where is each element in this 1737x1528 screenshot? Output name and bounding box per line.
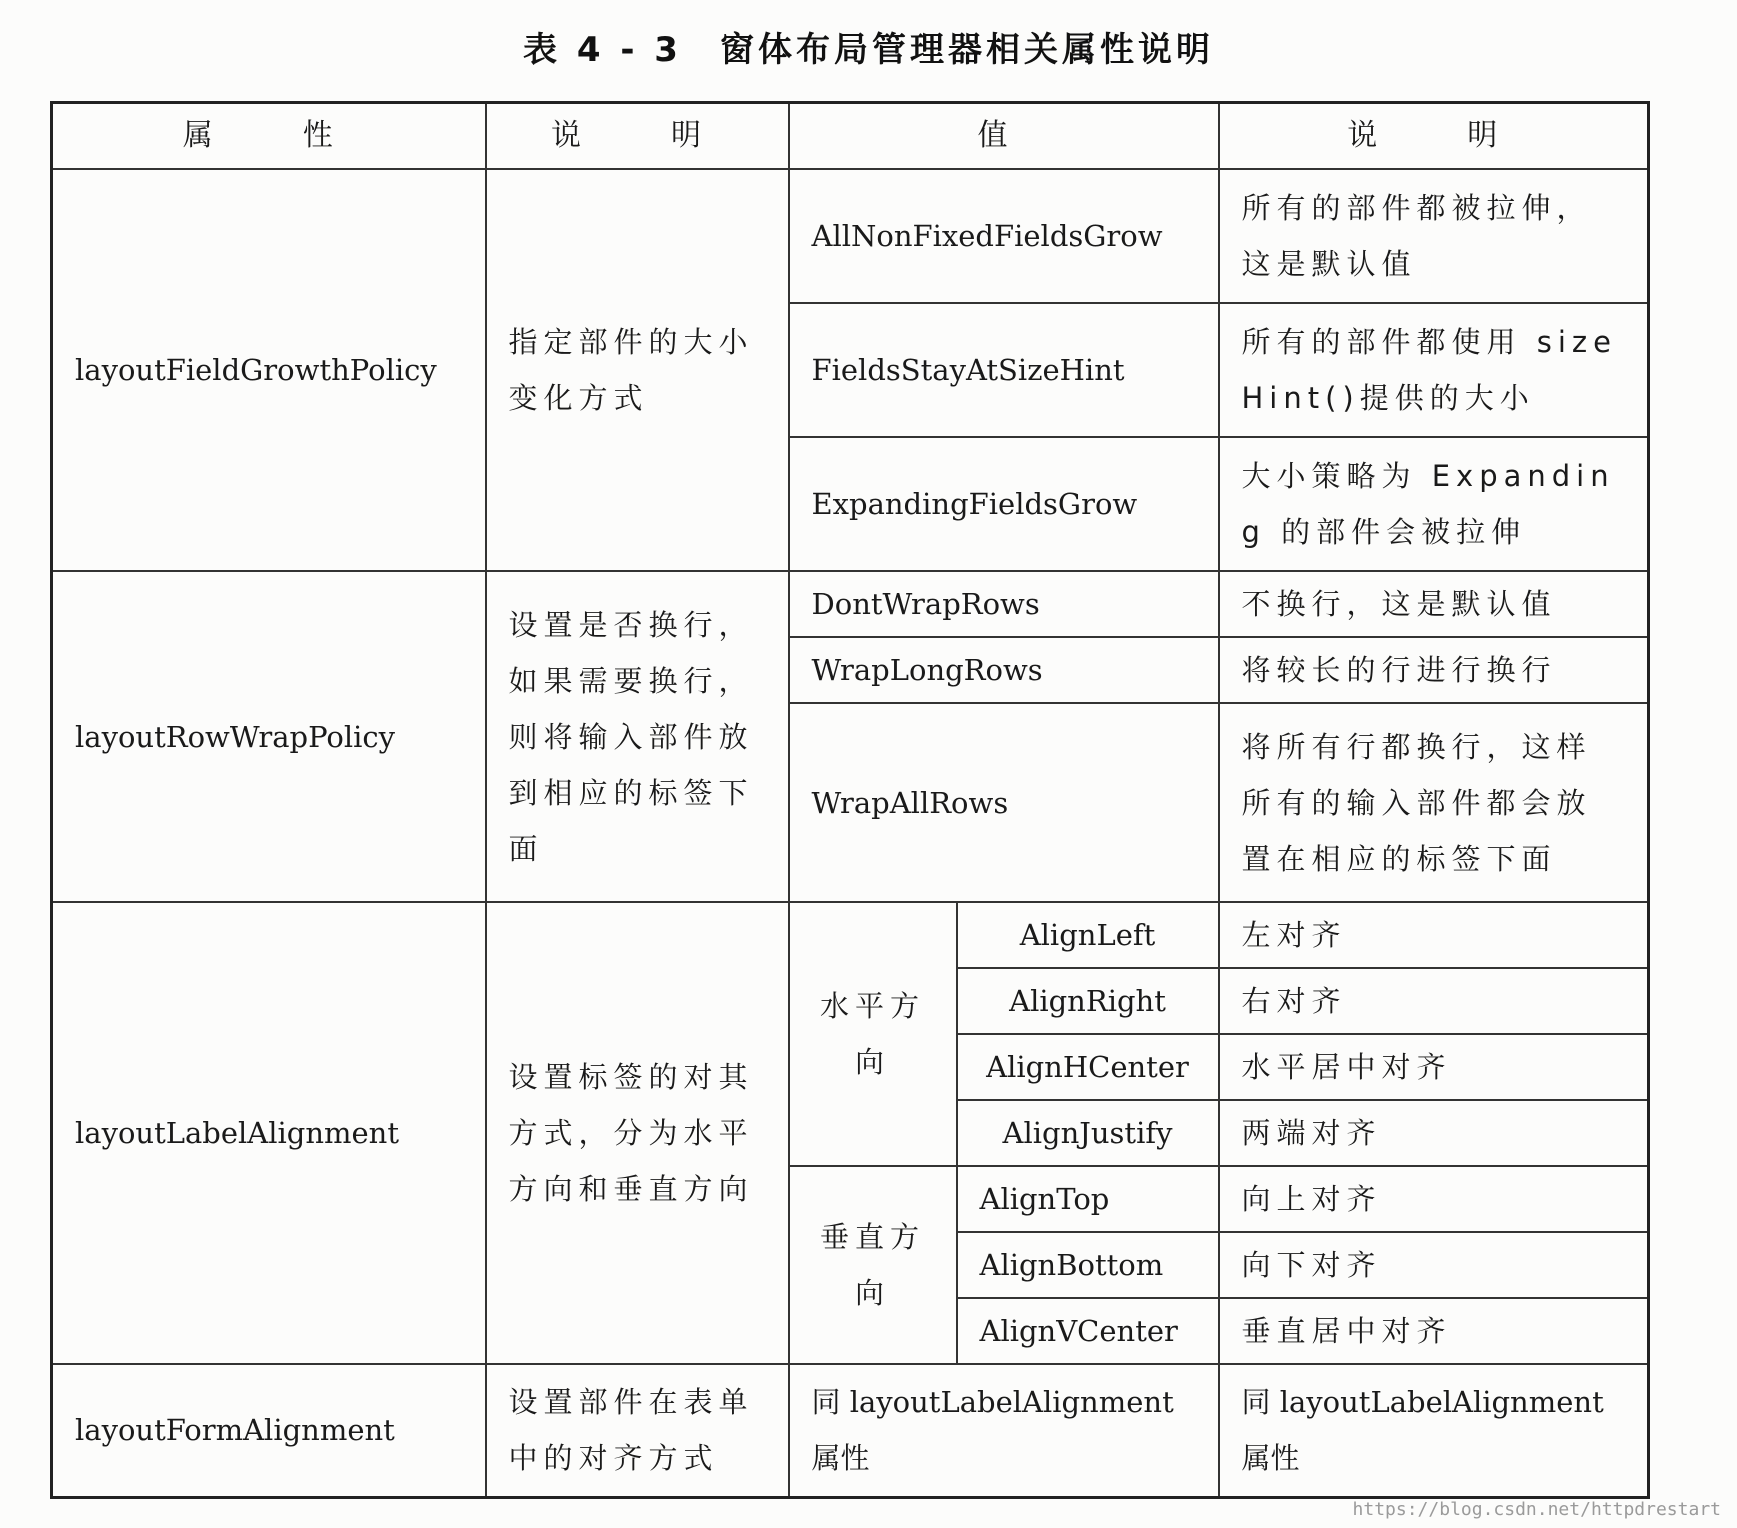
header-row (52, 103, 1649, 170)
value-cell: AlignHCenter (957, 1034, 1219, 1100)
property-name-cell: layoutFormAlignment (52, 1364, 486, 1497)
value-cell: AlignJustify (957, 1100, 1219, 1166)
value-note-cell: 向上对齐 (1219, 1166, 1649, 1232)
property-description-cell: 设置标签的对其方式，分为水平方向和垂直方向 (486, 902, 789, 1364)
value-note-cell: 右对齐 (1219, 968, 1649, 1034)
value-note-cell: 水平居中对齐 (1219, 1034, 1649, 1100)
value-cell: FieldsStayAtSizeHint (789, 303, 1219, 437)
value-note-cell: 同 layoutLabelAlignment 属性 (1219, 1364, 1649, 1497)
header-value: 值 (789, 103, 1219, 170)
value-note-cell: 向下对齐 (1219, 1232, 1649, 1298)
value-cell: AlignLeft (957, 902, 1219, 968)
value-cell: DontWrapRows (789, 571, 1219, 637)
value-note-cell: 垂直居中对齐 (1219, 1298, 1649, 1364)
value-note-cell: 所有的部件都使用 sizeHint()提供的大小 (1219, 303, 1649, 437)
value-cell: AlignVCenter (957, 1298, 1219, 1364)
value-note-cell: 将较长的行进行换行 (1219, 637, 1649, 703)
table-row (52, 169, 1649, 303)
property-table (50, 101, 1650, 1499)
value-cell: WrapAllRows (789, 703, 1219, 902)
property-description-cell: 设置部件在表单中的对齐方式 (486, 1364, 789, 1497)
value-cell: ExpandingFieldsGrow (789, 437, 1219, 571)
value-note-cell: 大小策略为 Expanding 的部件会被拉伸 (1219, 437, 1649, 571)
value-note-cell: 将所有行都换行，这样所有的输入部件都会放置在相应的标签下面 (1219, 703, 1649, 902)
value-cell: AlignBottom (957, 1232, 1219, 1298)
value-cell: 同 layoutLabelAlignment 属性 (789, 1364, 1219, 1497)
property-name-cell: layoutLabelAlignment (52, 902, 486, 1364)
header-description: 说 明 (486, 103, 789, 170)
property-description-cell: 指定部件的大小变化方式 (486, 169, 789, 571)
value-note-cell: 所有的部件都被拉伸，这是默认值 (1219, 169, 1649, 303)
horizontal-direction-cell: 水平方向 (789, 902, 957, 1166)
table-row (52, 1364, 1649, 1497)
value-cell: AllNonFixedFieldsGrow (789, 169, 1219, 303)
value-note-cell: 不换行，这是默认值 (1219, 571, 1649, 637)
value-note-cell: 两端对齐 (1219, 1100, 1649, 1166)
vertical-direction-cell: 垂直方向 (789, 1166, 957, 1364)
property-description-cell: 设置是否换行，如果需要换行，则将输入部件放到相应的标签下面 (486, 571, 789, 902)
table-row (52, 902, 1649, 968)
property-name-cell: layoutRowWrapPolicy (52, 571, 486, 902)
value-cell: AlignRight (957, 968, 1219, 1034)
table-caption: 表 4 - 3 窗体布局管理器相关属性说明 (523, 30, 1214, 70)
source-watermark: https://blog.csdn.net/httpdrestart (1352, 1499, 1721, 1520)
property-name-cell: layoutFieldGrowthPolicy (52, 169, 486, 571)
value-note-cell: 左对齐 (1219, 902, 1649, 968)
table-row (52, 571, 1649, 637)
header-value-description: 说 明 (1219, 103, 1649, 170)
value-cell: WrapLongRows (789, 637, 1219, 703)
value-cell: AlignTop (957, 1166, 1219, 1232)
header-property: 属 性 (52, 103, 486, 170)
